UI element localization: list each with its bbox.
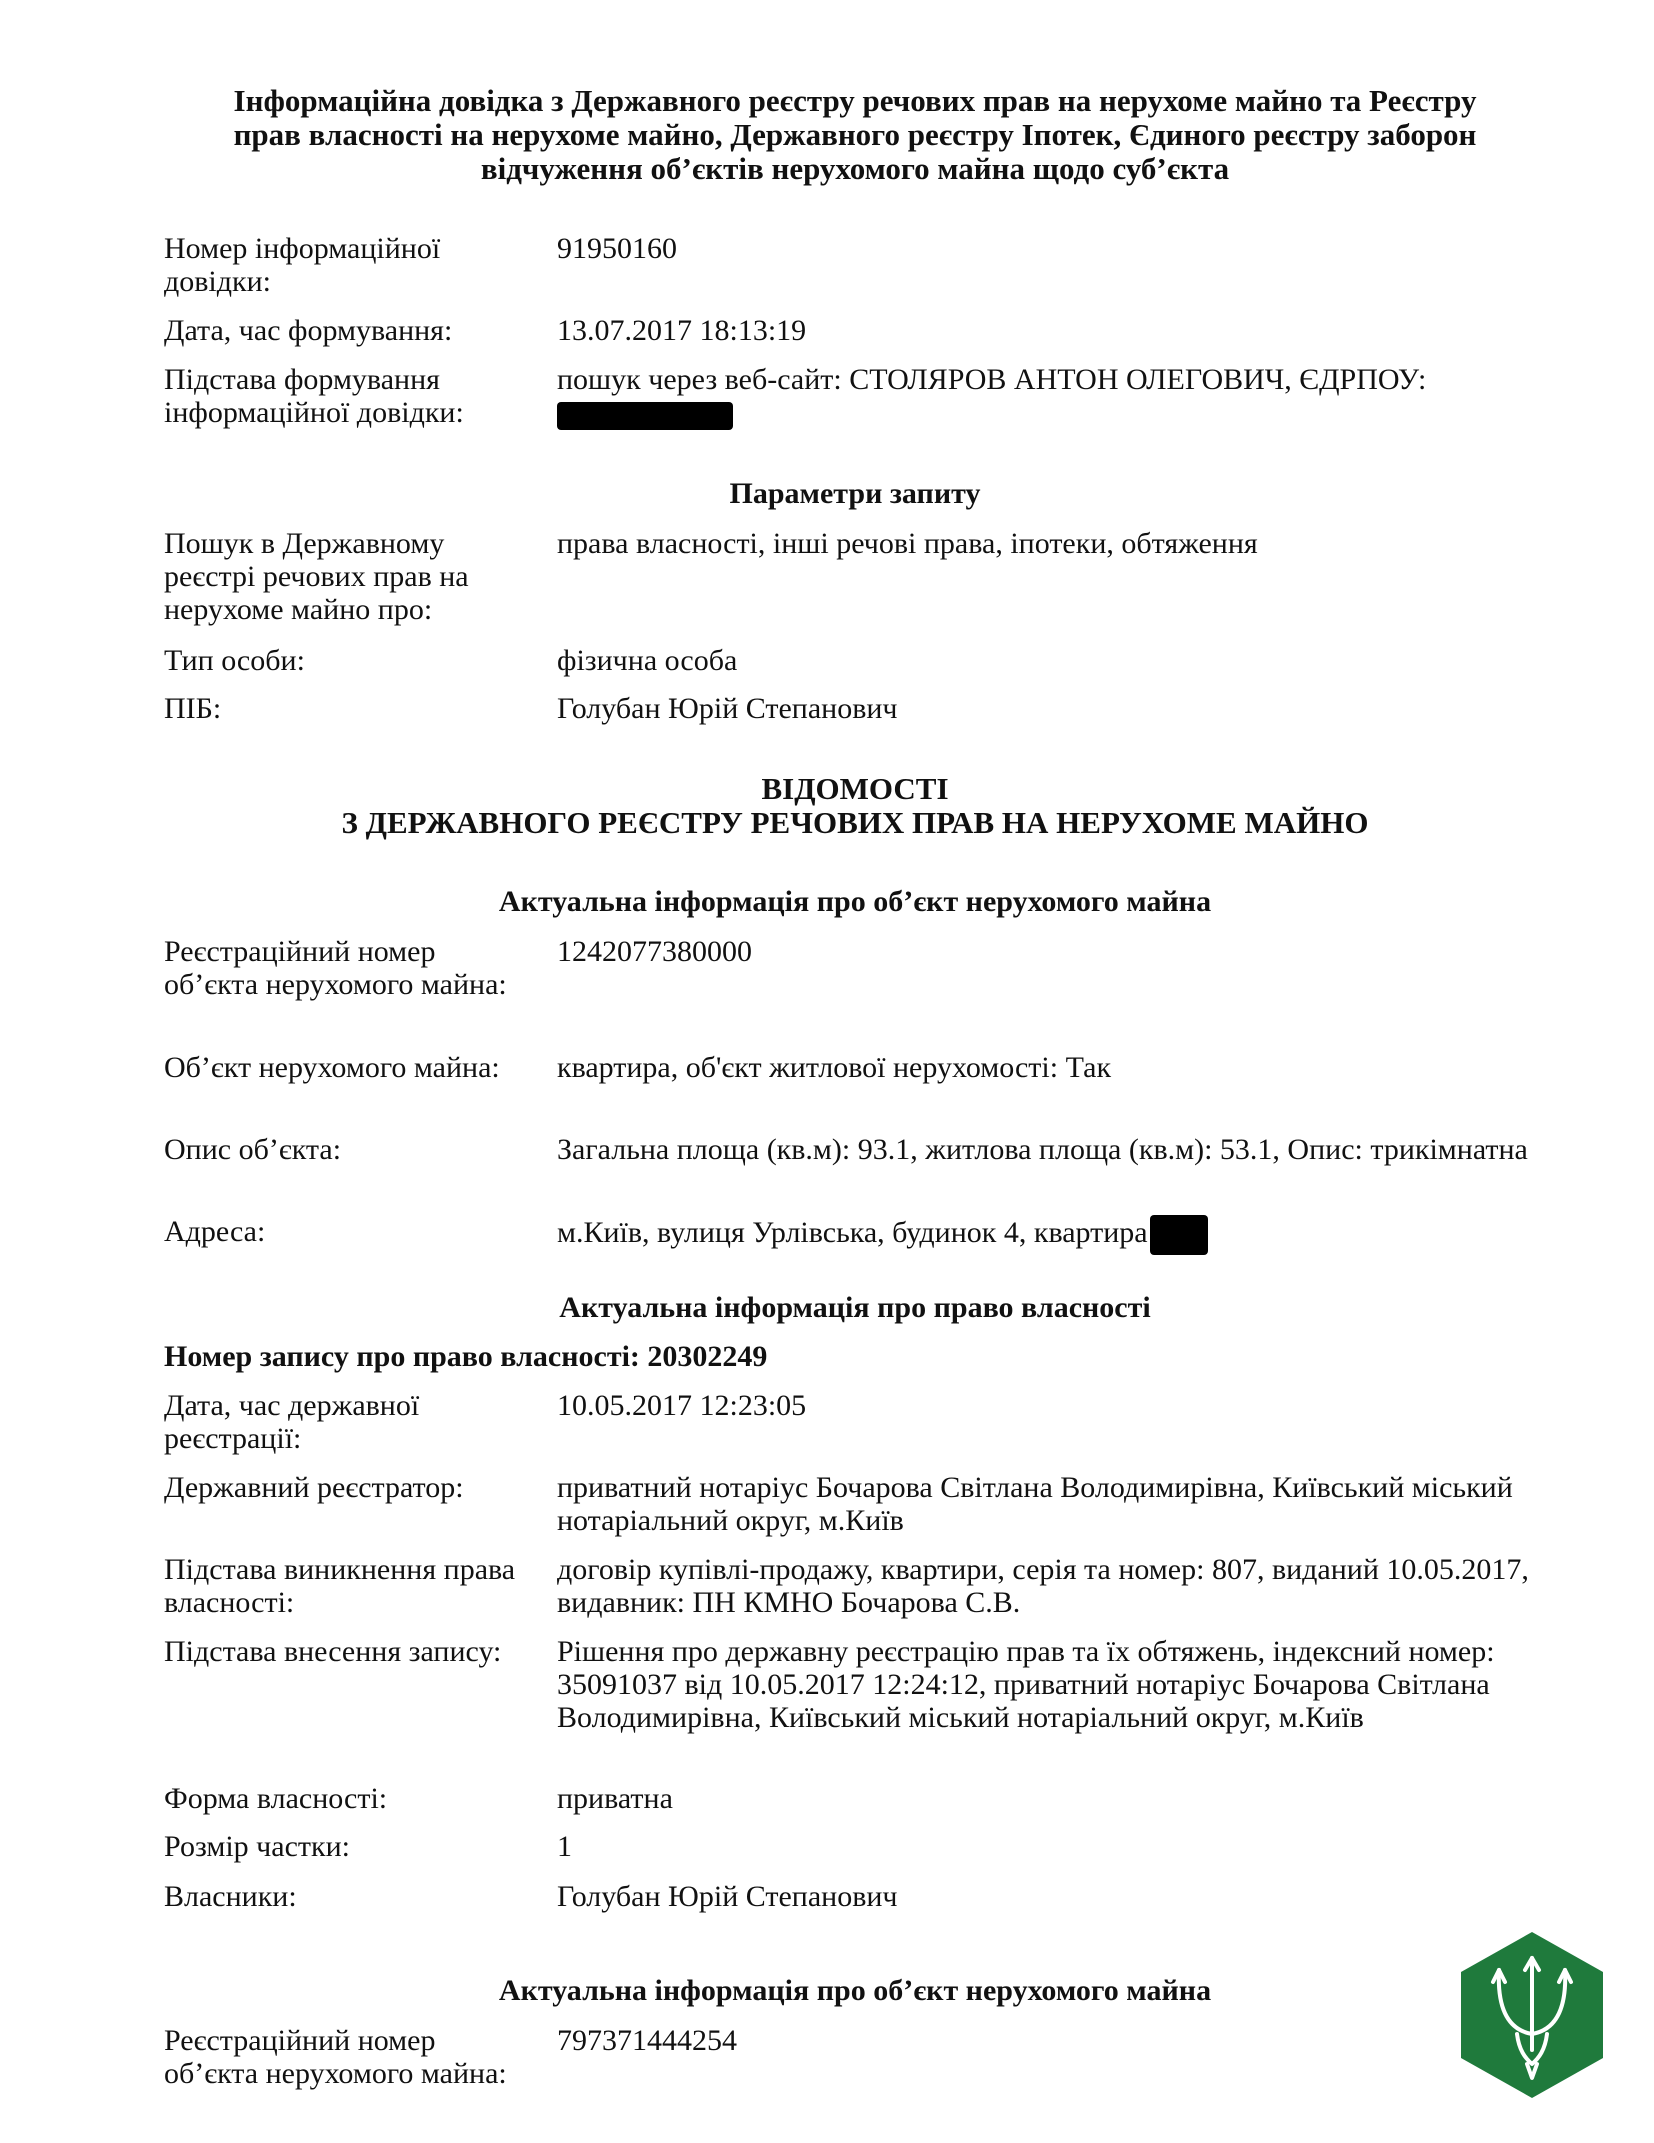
field-value: 13.07.2017 18:13:19 xyxy=(557,314,807,347)
title-line-3: відчуження об’єктів нерухомого майна щодо суб’єкта xyxy=(480,151,1230,186)
field-label: Форма власності: xyxy=(164,1782,388,1815)
field-label: ПІБ: xyxy=(164,692,222,725)
field-value xyxy=(557,1215,1557,1255)
field-label: Дата, час формування: xyxy=(164,314,453,347)
field-label: Адреса: xyxy=(164,1215,266,1248)
field-value: 1242077380000 xyxy=(557,935,752,968)
field-value: Рішення про державну реєстрацію прав та їх обтяжень, індексний номер: 35091037 від 10.05.2017 12:24:12, приватний нотаріус Бочарова Світлана Володимирівна, Київський міський нотаріальний округ, м.Київ xyxy=(557,1635,1495,1734)
field-label: Тип особи: xyxy=(164,644,305,677)
registry-title xyxy=(140,772,1570,840)
field-label: Дата, час державної реєстрації: xyxy=(164,1389,420,1455)
field-label: Підстава внесення запису: xyxy=(164,1635,502,1668)
field-label: Номер інформаційної довідки: xyxy=(164,232,441,298)
field-value xyxy=(557,363,1557,430)
field-value: права власності, інші речові права, іпотеки, обтяження xyxy=(557,527,1258,560)
basis-text: пошук через веб-сайт: СТОЛЯРОВ АНТОН ОЛЕГОВИЧ, ЄДРПОУ: xyxy=(557,363,1427,396)
field-label: Реєстраційний номер об’єкта нерухомого майна: xyxy=(164,2024,507,2090)
query-title: Параметри запиту xyxy=(729,477,981,510)
field-value: Голубан Юрій Степанович xyxy=(557,692,898,725)
field-label: Державний реєстратор: xyxy=(164,1471,464,1504)
field-value: приватний нотаріус Бочарова Світлана Володимирівна, Київський міський нотаріальний округ, м.Київ xyxy=(557,1471,1513,1537)
field-value: 797371444254 xyxy=(557,2024,737,2057)
title-line-1: Інформаційна довідка з Державного реєстру речових прав на нерухоме майно та Реєстру xyxy=(233,83,1477,118)
field-label: Підстава виникнення права власності: xyxy=(164,1553,516,1619)
field-label: Опис об’єкта: xyxy=(164,1133,342,1166)
field-value: Загальна площа (кв.м): 93.1, житлова площа (кв.м): 53.1, Опис: трикімнатна xyxy=(557,1133,1528,1166)
field-value: квартира, об'єкт житлової нерухомості: Так xyxy=(557,1051,1112,1084)
field-value: приватна xyxy=(557,1782,673,1815)
ownership-title: Актуальна інформація про право власності xyxy=(559,1291,1151,1324)
field-label: Підстава формування інформаційної довідки: xyxy=(164,363,464,429)
redaction-block xyxy=(1150,1215,1208,1255)
trident-emblem-icon xyxy=(1457,1930,1607,2100)
field-value: 91950160 xyxy=(557,232,677,265)
field-label: Об’єкт нерухомого майна: xyxy=(164,1051,500,1084)
field-value: Голубан Юрій Степанович xyxy=(557,1880,898,1913)
registry-title-line-1: ВІДОМОСТІ xyxy=(761,771,949,806)
field-value: фізична особа xyxy=(557,644,738,677)
field-label: Розмір частки: xyxy=(164,1830,350,1863)
field-value: 10.05.2017 12:23:05 xyxy=(557,1389,807,1422)
registry-title-line-2: З ДЕРЖАВНОГО РЕЄСТРУ РЕЧОВИХ ПРАВ НА НЕРУХОМЕ МАЙНО xyxy=(341,805,1369,840)
ownership-record-no: Номер запису про право власності: 20302249 xyxy=(164,1340,768,1373)
address-text: м.Київ, вулиця Урлівська, будинок 4, квартира xyxy=(557,1215,1148,1249)
redaction-block xyxy=(557,402,733,430)
document-title xyxy=(140,84,1570,186)
object2-title: Актуальна інформація про об’єкт нерухомого майна xyxy=(498,1974,1212,2007)
field-value: 1 xyxy=(557,1830,572,1863)
field-value: договір купівлі-продажу, квартири, серія та номер: 807, виданий 10.05.2017, видавник: ПН КМНО Бочарова С.В. xyxy=(557,1553,1529,1619)
field-label: Реєстраційний номер об’єкта нерухомого майна: xyxy=(164,935,507,1001)
object1-title: Актуальна інформація про об’єкт нерухомого майна xyxy=(498,885,1212,918)
field-label: Пошук в Державному реєстрі речових прав на нерухоме майно про: xyxy=(164,527,469,626)
field-label: Власники: xyxy=(164,1880,297,1913)
title-line-2: прав власності на нерухоме майно, Державного реєстру Іпотек, Єдиного реєстру заборон xyxy=(233,117,1477,152)
